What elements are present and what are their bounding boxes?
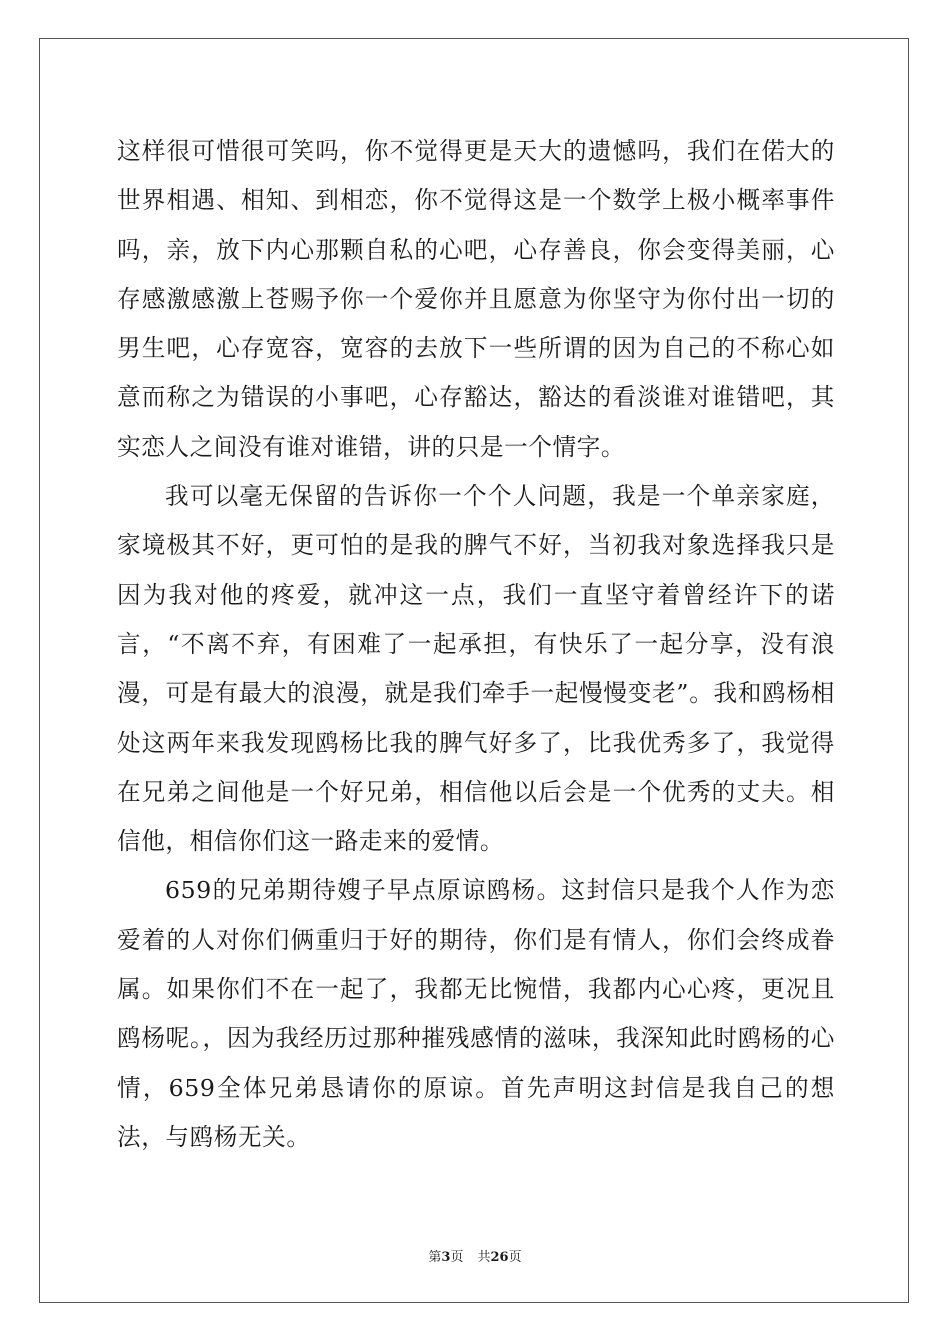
paragraph-2: 我可以毫无保留的告诉你一个个人问题，我是一个单亲家庭，家境极其不好，更可怕的是我的脾气不好，当初我对象选择我只是因为我对他的疼爱，就冲这一点，我们一直坚守着曾经许下的诺言，“不离不弃，有困难了一起承担，有快乐了一起分享，没有浪漫，可是有最大的浪漫，就是我们牵手一起慢慢变老”。我和鸥杨相处这两年来我发现鸥杨比我的脾气好多了，比我优秀多了，我觉得在兄弟之间他是一个好兄弟，相信他以后会是一个优秀的丈夫。相信他，相信你们这一路走来的爱情。 (117, 482, 835, 856)
paragraph-3: 659的兄弟期待嫂子早点原谅鸥杨。这封信只是我个人作为恋爱着的人对你们俩重归于好的期待，你们是有情人，你们会终成眷属。如果你们不在一起了，我都无比惋惜，我都内心心疼，更况且鸥杨呢。，因为我经历过那种摧残感情的滋味，我深知此时鸥杨的心情，659全体兄弟恳请你的原谅。首先声明这封信是我自己的想法，与鸥杨无关。 (117, 876, 835, 1151)
document-body (117, 127, 835, 1162)
page-number: 第3页 (428, 1250, 464, 1265)
paragraph-1: 这样很可惜很可笑吗，你不觉得更是天大的遗憾吗，我们在偌大的世界相遇、相知、到相恋，你不觉得这是一个数学上极小概率事件吗，亲，放下内心那颗自私的心吧，心存善良，你会变得美丽，心存感激感激上苍赐予你一个爱你并且愿意为你坚守为你付出一切的男生吧，心存宽容，宽容的去放下一些所谓的因为自己的不称心如意而称之为错误的小事吧，心存豁达，豁达的看淡谁对谁错吧，其实恋人之间没有谁对谁错，讲的只是一个情字。 (117, 137, 835, 461)
total-pages: 26 (490, 1250, 509, 1265)
page-footer (0, 1246, 950, 1265)
page-total: 共26页 (477, 1250, 522, 1265)
current-page: 3 (441, 1250, 451, 1265)
